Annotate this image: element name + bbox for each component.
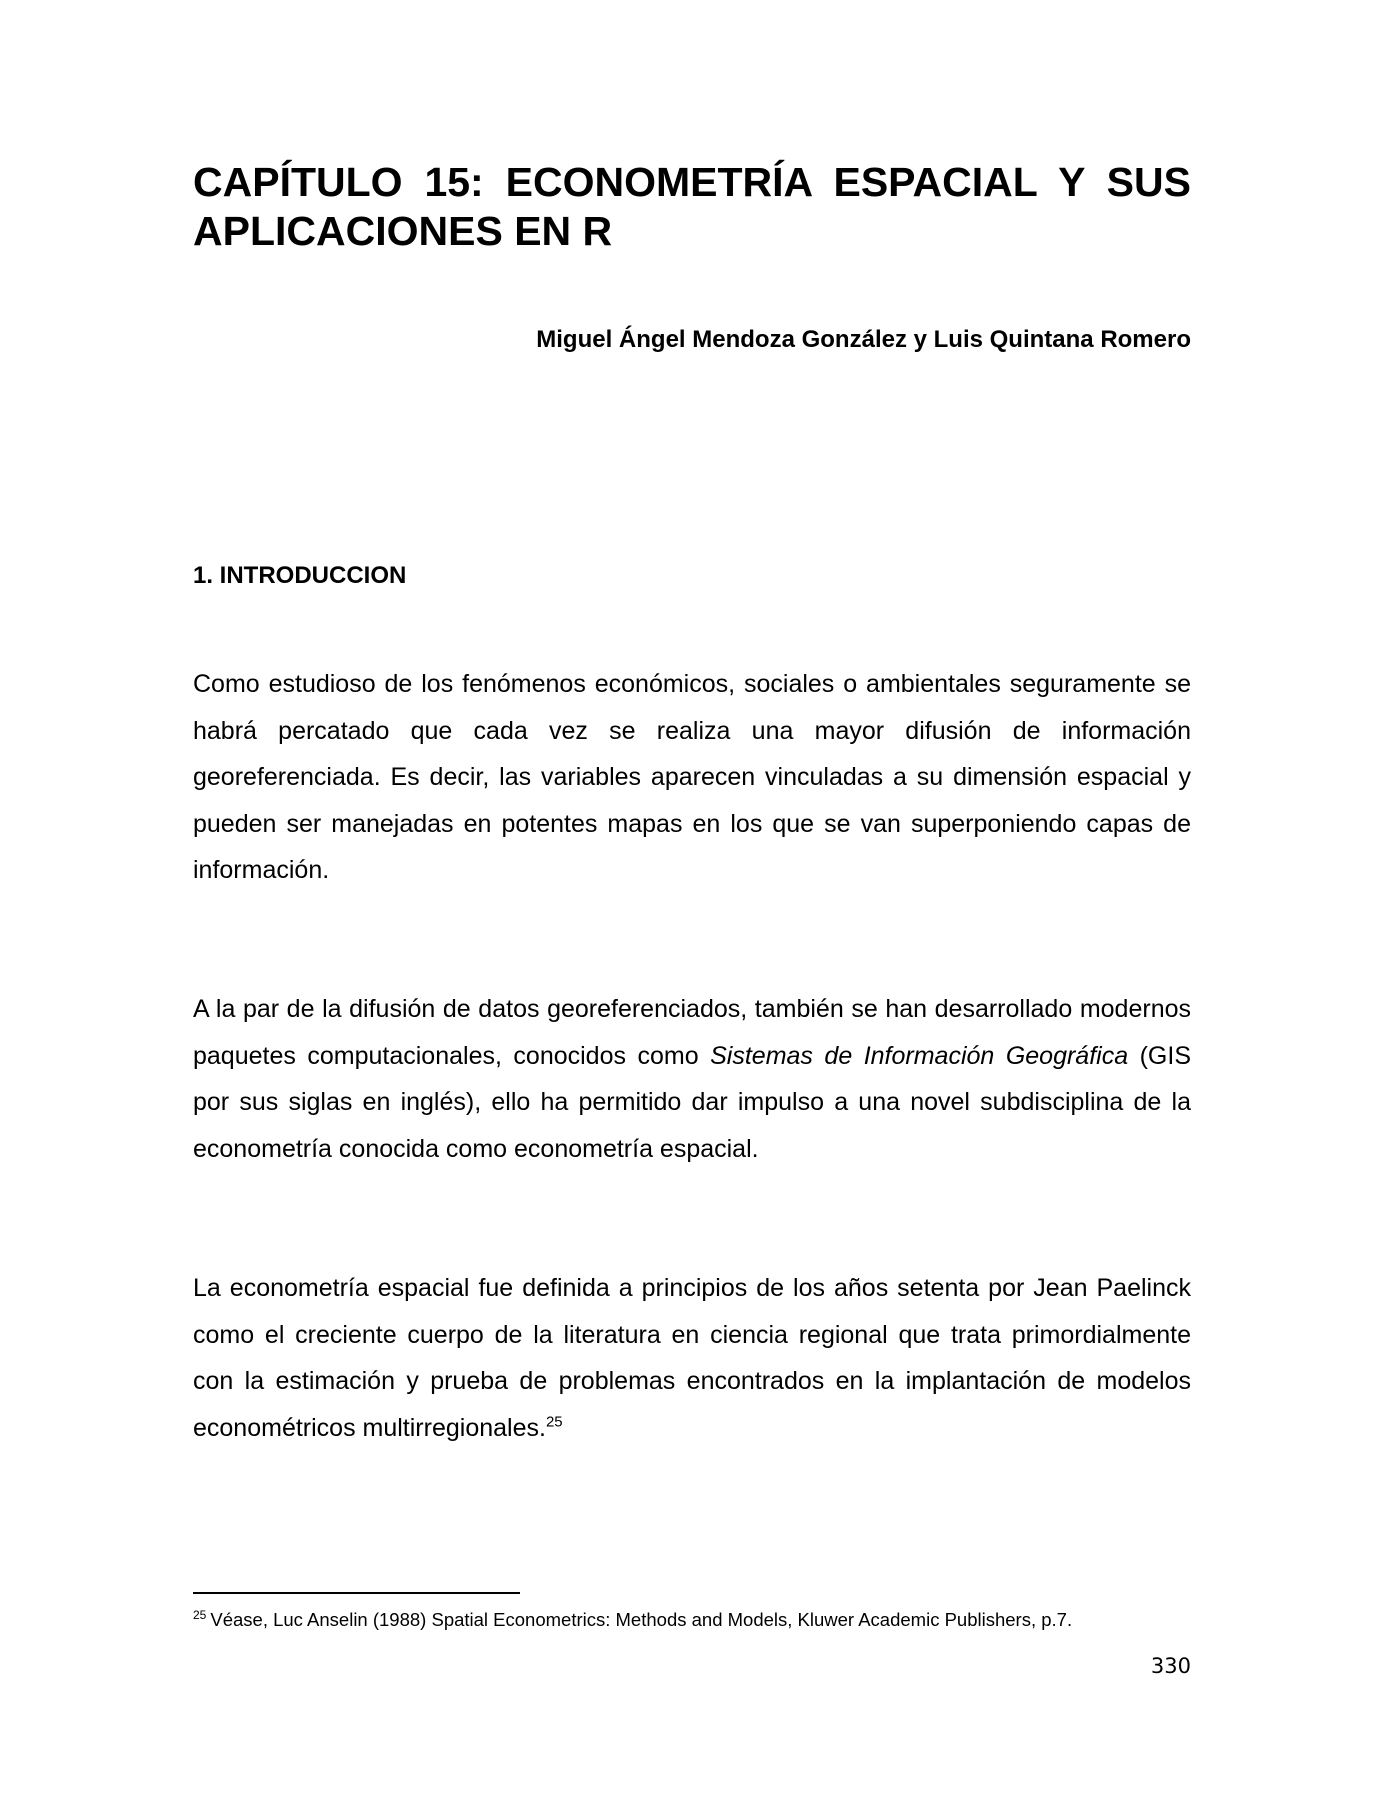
footnote-text: Véase, Luc Anselin (1988) Spatial Econometrics: Methods and Models, Kluwer Academic Publishers, p.7.	[210, 1609, 1073, 1630]
paragraph-2	[193, 986, 1191, 1172]
paragraph-1: Como estudioso de los fenómenos económicos, sociales o ambientales seguramente se habrá percatado que cada vez se realiza una mayor difusión de información georeferenciada. Es decir, las variables aparecen vinculadas a su dimensión espacial y pueden ser manejadas en potentes mapas en los que se van superponiendo capas de información.	[193, 670, 1191, 884]
section-heading: 1. INTRODUCCION	[193, 562, 407, 589]
paragraph-3-text: La econometría espacial fue definida a principios de los años setenta por Jean Paelinck como el creciente cuerpo de la literatura en ciencia regional que trata primordialmente con la estimación y prueba de problemas encontrados en la implantación de modelos econométricos multirregionales.	[193, 1274, 1191, 1442]
paragraph-2-italic-term: Sistemas de Información Geográfica	[710, 1041, 1129, 1070]
footnote-marker: 25	[193, 1607, 207, 1622]
footnote-reference[interactable]: 25	[545, 1413, 563, 1431]
chapter-title: CAPÍTULO 15: ECONOMETRÍA ESPACIAL Y SUS APLICACIONES EN R	[193, 159, 1191, 254]
footnote-separator	[193, 1592, 520, 1594]
authors-line: Miguel Ángel Mendoza González y Luis Quintana Romero	[536, 326, 1191, 353]
paragraph-2-text-a: A la par de la difusión de datos georeferenciados, también se han desarrollado modernos paquetes computacionales, conocidos como	[193, 995, 1191, 1070]
paragraph-2-text-b: (GIS por sus siglas en inglés), ello ha permitido dar impulso a una novel subdisciplina de la econometría conocida como econometría espacial.	[193, 1041, 1191, 1163]
paragraph-3	[193, 1265, 1191, 1451]
page-number: 330	[1150, 1654, 1191, 1678]
footnote	[193, 1606, 1191, 1634]
